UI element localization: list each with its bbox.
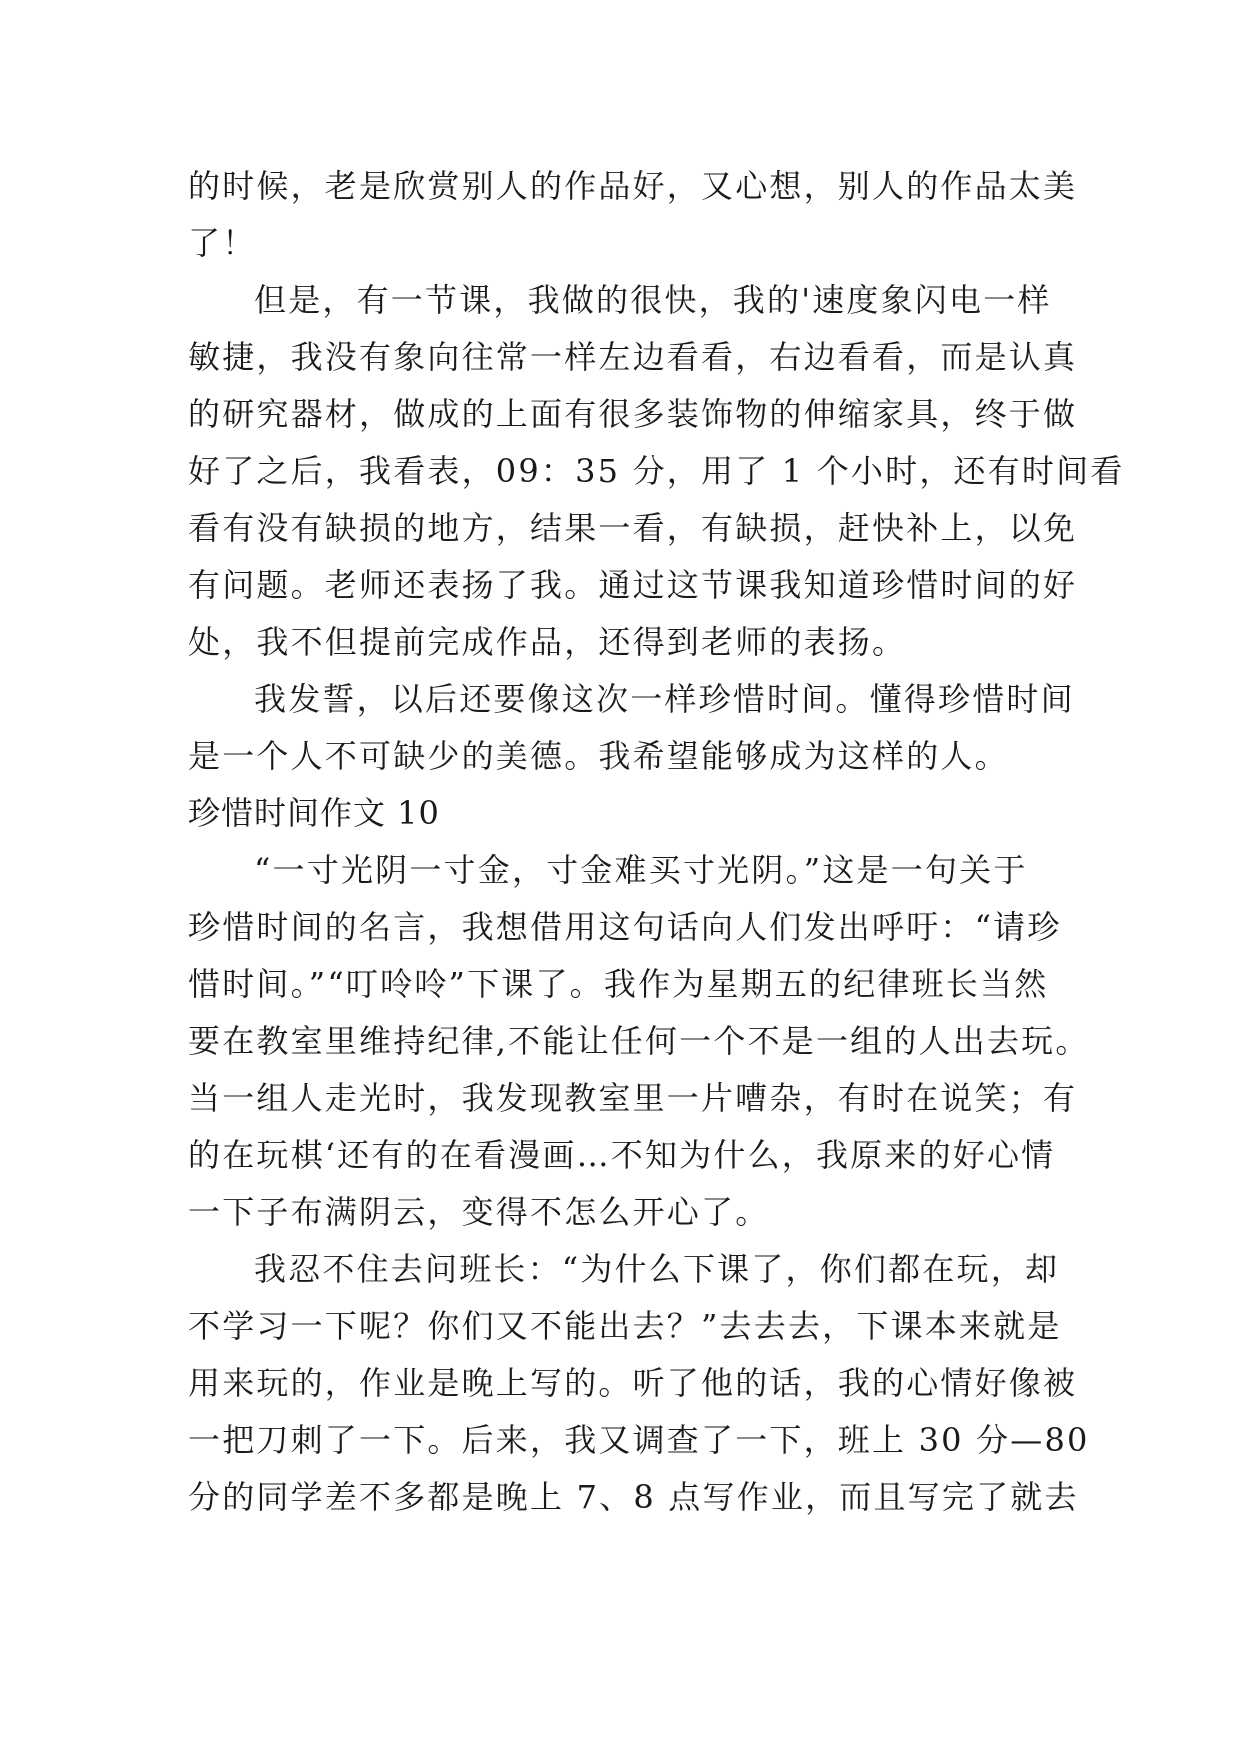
paragraph-start-line: “一寸光阴一寸金，寸金难买寸光阴。”这是一句关于	[254, 851, 1028, 889]
text-line: 分的同学差不多都是晚上 7、8 点写作业，而且写完了就去	[188, 1478, 1079, 1516]
section-heading: 珍惜时间作文 10	[188, 794, 440, 832]
text-line: 不学习一下呢？你们又不能出去？”去去去，下课本来就是	[188, 1307, 1062, 1345]
text-line: 要在教室里维持纪律,不能让任何一个不是一组的人出去玩。	[188, 1022, 1090, 1060]
text-line: 一下子布满阴云，变得不怎么开心了。	[188, 1193, 770, 1231]
text-line: 当一组人走光时，我发现教室里一片嘈杂，有时在说笑；有	[188, 1079, 1078, 1117]
text-line: 一把刀刺了一下。后来，我又调查了一下，班上 30 分—80	[188, 1421, 1090, 1459]
text-line: 的研究器材，做成的上面有很多装饰物的伸缩家具，终于做	[188, 395, 1078, 433]
text-line: 看有没有缺损的地方，结果一看，有缺损，赶快补上，以免	[188, 509, 1078, 547]
text-line: 是一个人不可缺少的美德。我希望能够成为这样的人。	[188, 737, 1009, 775]
paragraph-start-line: 我发誓，以后还要像这次一样珍惜时间。懂得珍惜时间	[254, 680, 1075, 718]
text-line: 有问题。老师还表扬了我。通过这节课我知道珍惜时间的好	[188, 566, 1078, 604]
paragraph-start-line: 但是，有一节课，我做的很快，我的'速度象闪电一样	[254, 281, 1052, 319]
text-line: 用来玩的，作业是晚上写的。听了他的话，我的心情好像被	[188, 1364, 1078, 1402]
text-line: 了！	[188, 224, 257, 262]
document-page	[188, 158, 1125, 1526]
text-line: 好了之后，我看表，09：35 分，用了 1 个小时，还有时间看	[188, 452, 1125, 490]
text-line: 的在玩棋‘还有的在看漫画…不知为什么，我原来的好心情	[188, 1136, 1056, 1174]
text-line: 的时候，老是欣赏别人的作品好，又心想，别人的作品太美	[188, 167, 1078, 205]
text-line: 珍惜时间的名言，我想借用这句话向人们发出呼吁：“请珍	[188, 908, 1062, 946]
text-line: 处，我不但提前完成作品，还得到老师的表扬。	[188, 623, 907, 661]
text-line: 敏捷，我没有象向往常一样左边看看，右边看看，而是认真	[188, 338, 1078, 376]
text-line: 惜时间。”“叮呤呤”下课了。我作为星期五的纪律班长当然	[188, 965, 1049, 1003]
paragraph-start-line: 我忍不住去问班长：“为什么下课了，你们都在玩，却	[254, 1250, 1060, 1288]
